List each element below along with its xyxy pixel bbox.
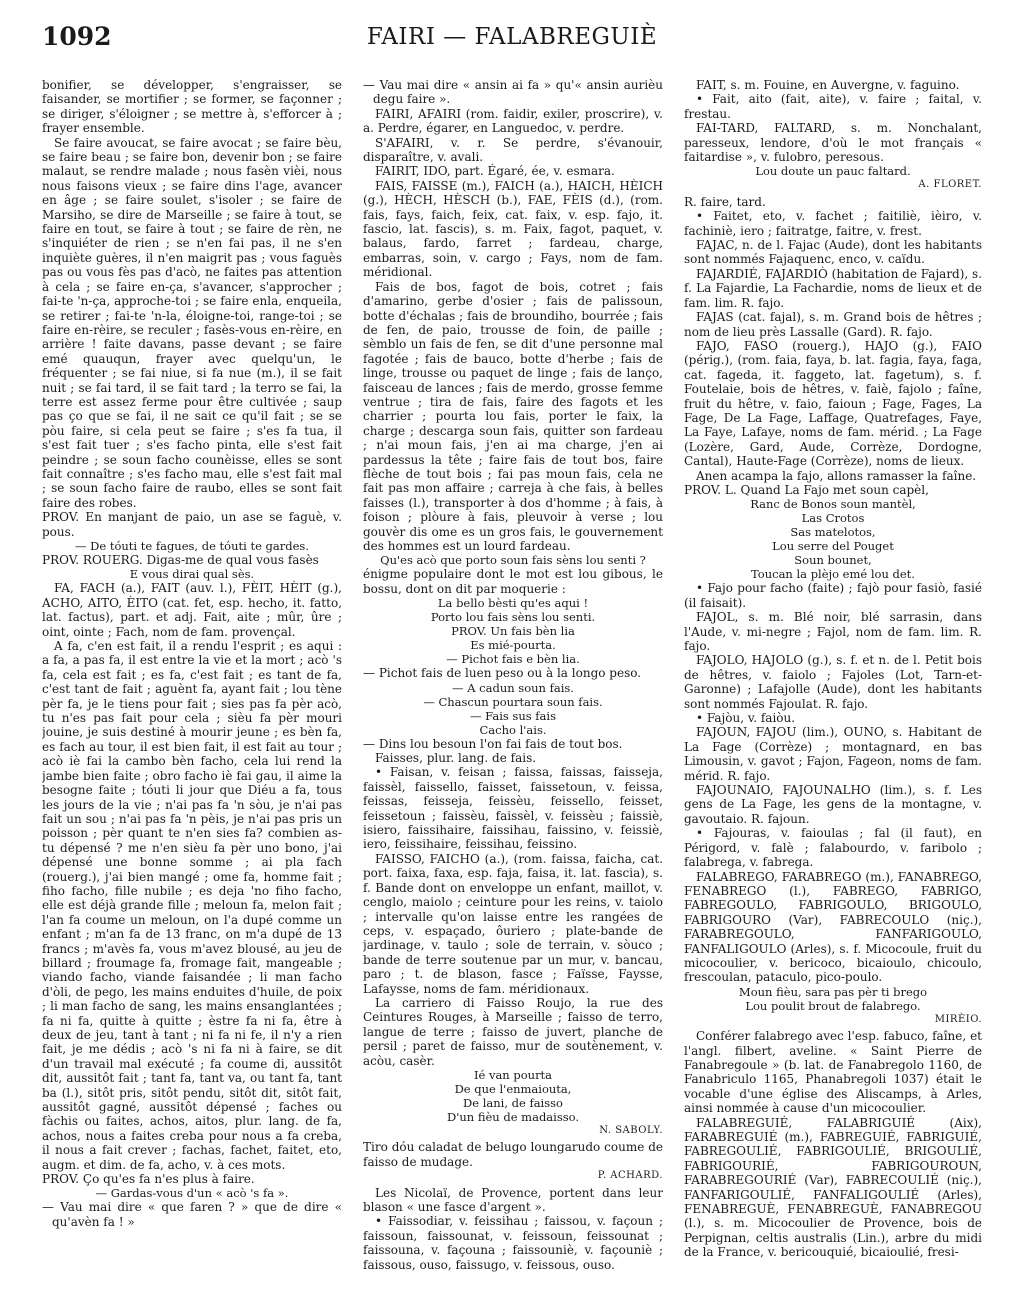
paragraph: • Fajouras, v. faioulas ; fal (il faut), en Périgord, v. falè ; falabourdo, v. faribolo ; falabrega, v. fabrega.	[684, 826, 982, 870]
paragraph: De lani, de faisso	[463, 1095, 563, 1110]
paragraph: — Dins lou besoun l'on fai fais de tout bos.	[363, 736, 623, 751]
paragraph: PROV. Un fais bèn lia	[451, 624, 575, 639]
paragraph: PROV. ROUERG. Digas-me de qual vous fasès	[42, 553, 319, 567]
paragraph: • Fajo pour facho (faite) ; fajò pour fasiò, fasié (il faisait).	[684, 581, 982, 610]
paragraph: A. FLORET.	[918, 179, 982, 191]
paragraph: FAIS, FAISSE (m.), FAICH (a.), HAICH, HÈICH (g.), HÈCH, HÈSCH (b.), FAE, FÈIS (d.), (rom. fais, fays, faich, feix, cat. faix, v. esp. fajo, it. fascio, lat. fascis), s. m. Faix, fagot, paquet, v. balaus, fardo, farret ; fardeau, charge, embarras, soin, v. cargo ; Fays, nom de fam. méridional.	[363, 178, 663, 280]
text-column-3	[684, 78, 982, 1288]
paragraph: — Chascun pourtara soun fais.	[423, 694, 603, 709]
paragraph: FAJAS (cat. fajal), s. m. Grand bois de hêtres ; nom de lieu près Lassalle (Gard). R. fajo.	[684, 310, 982, 339]
paragraph: MIRÈIO.	[934, 1013, 982, 1025]
paragraph: — Gardas-vous d'un « acò 's fa ».	[95, 1186, 289, 1201]
paragraph: Fais de bos, fagot de bois, cotret ; fais d'amarino, gerbe d'osier ; fais de palissoun, botte d'échalas ; fais de broundiho, bourrée ; fais de fen, de paio, trousse de foin, de paille ; sèmblo un fais de fen, se dit d'une personne mal fagotée ; fais de bauco, botte d'herbe ; fais de linge, trousse ou paquet de linge ; fais de lanço, faisceau de lances ; fais de merdo, grosse femme ventrue ; tira de fais, faire des fagots et les charrier ; pourta lou fais, porter le faix, la charge ; descarga soun fais, quitter son fardeau ; n'ai moun fais, j'en ai ma charge, j'en ai pardessus la tête ; faire fais de tout bos, faire flèche de tout bois ; fai pas moun fais, cela ne fait pas mon affaire ; carreja à che fais, à belles faisses (l.), transporter à dos d'homme ; à fais, à foison ; plòure à fais, pleuvoir à verse ; lou gouvèr dis ome es un gros fais, le gouvernement des hommes est un lourd fardeau.	[363, 279, 663, 553]
paragraph: — Pichot fais e bèn lia.	[446, 652, 580, 667]
paragraph: FAISSO, FAICHO (a.), (rom. faissa, faicha, cat. port. faixa, faxa, esp. faja, faisa, it. lat. fascia), s. f. Bande dont on enveloppe un enfant, maillot, v. cenglo, maiolo ; ceinture pour les reins, v. taiolo ; intervalle qu'on laisse entre les rangées de ceps, v. espaçado, ôuriero ; plate-bande de jardinage, v. taulo ; sole de terrain, v. sòuco ; bande de terre soutenue par un mur, v. bancau, paro ; t. de blason, fasce ; Faïsse, Faysse, Lafaysse, noms de fam. méridionaux.	[363, 851, 663, 996]
paragraph: Es mié-pourta.	[470, 638, 556, 653]
paragraph: — Pichot fais de luen peso ou à la longo peso.	[363, 666, 642, 681]
paragraph: Moun fièu, sara pas pèr ti brego	[738, 984, 928, 999]
paragraph: FAJOUN, FAJOU (lim.), OUNO, s. Habitant de La Fage (Corrèze) ; montagnard, en bas Limousin, v. gavot ; Fajon, Fageon, noms de fam. mérid. R. fajo.	[684, 725, 982, 783]
paragraph: FALABREGUIÉ, FALABRIGUIÉ (Aix), FARABREGUIÉ (m.), FABREGUIÉ, FABRIGUIÉ, FABREGOULIÉ, FABRIGOULIÉ, BRIGOULIÉ, FABRIGOURIÉ, FABRIGOUROUN, FARABREGOURIÉ (Var), FABRECOULIÉ (niç.), FANFARIGOULIÉ, FANFALIGOULIÉ (Arles), FENABREGUÈ, FENABREGUÈ, FANABREGOU (l.), s. m. Micocoulier de Provence, bois de Perpignan, celtis australis (Lin.), arbre du midi de la France, v. bericouquié, bicaioulié, fresi-	[684, 1115, 982, 1260]
paragraph: Lou poulit brout de falabrego.	[745, 998, 921, 1013]
paragraph: S'AFAIRI, v. r. Se perdre, s'évanouir, disparaître, v. avali.	[363, 135, 663, 165]
paragraph: Anen acampa la fajo, allons ramasser la faîne.	[696, 468, 977, 483]
paragraph: FAIT, s. m. Fouine, en Auvergne, v. faguino.	[696, 78, 960, 92]
paragraph: énigme populaire dont le mot est lou gibous, le bossu, dont on dit par moquerie :	[363, 567, 663, 596]
paragraph: N. SABOLY.	[599, 1124, 663, 1136]
paragraph: Qu'es acò que porto soun fais sèns lou senti ?	[380, 553, 646, 568]
paragraph: • Fait, aito (fait, aite), v. faire ; faital, v. frestau.	[684, 92, 982, 121]
paragraph: PROV. En manjant de paio, un ase se faguè, v. pous.	[42, 510, 342, 539]
paragraph: Ranc de Bonos soun mantèl,	[750, 497, 916, 512]
paragraph: P. ACHARD.	[597, 1170, 663, 1182]
paragraph: — A cadun soun fais.	[452, 680, 574, 695]
paragraph: FAJOL, s. m. Blé noir, blé sarrasin, dans l'Aude, v. mi-negre ; Fajol, nom de fam. lim. R. fajo.	[684, 610, 982, 653]
paragraph: bonifier, se développer, s'engraisser, se faisander, se mortifier ; se former, se façonner ; se diriger, s'éloigner ; se mettre à, s'efforcer à ; frayer ensemble.	[42, 78, 342, 136]
paragraph: • Faitet, eto, v. fachet ; faitiliè, ièiro, v. fachiniè, iero ; faitratge, faitre, v. frest.	[684, 209, 982, 238]
paragraph: Conférer falabrego avec l'esp. fabuco, faîne, et l'angl. filbert, aveline. « Saint Pierre de Fanabregoule » (b. lat. de Fanabregolo 1160, de Fanabriculo 1165, Phanabregoli 1037) était le vocable d'une église des Aliscamps, à Arles, ainsi nommée à cause d'un micocoulier.	[684, 1029, 982, 1116]
paragraph: La carriero di Faisso Roujo, la rue des Ceintures Rouges, à Marseille ; faisso de terro, langue de terre ; faisso de juvert, planche de persil ; paret de faisso, mur de soutènement, v. acòu, casèr.	[363, 995, 663, 1068]
text-column-1	[42, 78, 342, 1288]
paragraph: — Vau mai dire « ansin ai fa » qu'« ansin aurièu degu faire ».	[363, 78, 663, 107]
paragraph: D'un fièu de madaisso.	[446, 1109, 580, 1124]
paragraph: FAJARDIÉ, FAJARDIÒ (habitation de Fajard), s. f. La Fajardie, La Fachardie, noms de lieux et de fam. lim. R. fajo.	[684, 266, 982, 310]
paragraph: FAIRI, AFAIRI (rom. faidir, exiler, proscrire), v. a. Perdre, égarer, en Languedoc, v. perdre.	[363, 106, 663, 136]
paragraph: — Vau mai dire « que faren ? » que de dire « qu'avèn fa ! »	[42, 1200, 342, 1229]
paragraph: FAJOLO, HAJOLO (g.), s. f. et n. de l. Petit bois de hêtres, v. faiolo ; Fajoles (Lot, Tarn-et-Garonne) ; Lafajolle (Aude), dont les habitants sont nommés Fajoulat. R. fajo.	[684, 653, 982, 711]
paragraph: FAJO, FASO (rouerg.), HAJO (g.), FAIO (périg.), (rom. faia, faya, b. lat. fagia, faya, faga, cat. fageda, it. faggeto, lat. fagetum), s. f. Foutelaie, bois de hêtres, v. faiè, fajolo ; faîne, fruit du hêtre, v. faio, faioun ; Fage, Fages, La Fage, De La Fage, Laffage, Quatrefages, Faye, La Faye, Lafaye, noms de fam. mérid. ; La Fage (Lozère, Gard, Aude, Corrèze, Dordogne, Cantal), Haute-Fage (Corrèze), noms de lieux.	[684, 338, 982, 469]
paragraph: R. faire, tard.	[684, 194, 766, 209]
paragraph: • Fajòu, v. faiòu.	[696, 711, 796, 726]
paragraph: • Faissodiar, v. feissihau ; faissou, v. façoun ; faissoun, faissounat, v. feissoun, feissounat ; faissouna, v. façouna ; faissouniè, v. façouniè ; faissous, ouso, faissugo, v. feissous, ouso.	[363, 1214, 663, 1272]
paragraph: PROV. L. Quand La Fajo met soun capèl,	[684, 482, 929, 497]
paragraph: — De tóuti te fagues, de tóuti te gardes.	[75, 539, 309, 553]
page-title: FAIRI — FALABREGUIÈ	[366, 24, 658, 50]
paragraph: La bello bèsti qu'es aqui !	[437, 596, 589, 611]
paragraph: De que l'enmaiouta,	[454, 1081, 572, 1096]
paragraph: Lou doute un pauc faltard.	[755, 164, 911, 179]
page-header	[42, 22, 982, 62]
paragraph: Les Nicolaï, de Provence, portent dans leur blason « une fasce d'argent ».	[363, 1185, 663, 1214]
paragraph: Soun bounet,	[794, 553, 872, 568]
paragraph: Las Crotos	[801, 511, 865, 526]
paragraph: Faisses, plur. lang. de fais.	[375, 751, 537, 766]
paragraph: Toucan la plèjo emé lou det.	[751, 567, 915, 582]
paragraph: Tiro dóu caladat de belugo loungarudo coume de faisso de mudage.	[363, 1140, 663, 1169]
paragraph: FAJAC, n. de l. Fajac (Aude), dont les habitants sont nommés Fajaquenc, enco, v. caïdu.	[684, 238, 982, 267]
paragraph: FAIRIT, IDO, part. Égaré, ée, v. esmara.	[375, 164, 615, 179]
paragraph: Cacho l'ais.	[479, 722, 547, 737]
paragraph: Sas matelotos,	[790, 525, 876, 540]
paragraph: Lou serre del Pouget	[772, 539, 894, 554]
paragraph: E vous dirai qual sès.	[129, 567, 255, 582]
page-number: 1092	[42, 22, 112, 51]
paragraph: Porto lou fais sèns lou senti.	[430, 610, 596, 625]
paragraph: FALABREGO, FARABREGO (m.), FANABREGO, FENABREGO (l.), FABREGO, FABRIGO, FABREGOULO, FABRIGOULO, BRIGOULO, FABRIGOURO (Var), FABRECOULO (niç.), FARABREGOULO, FANFARIGOULO, FANFALIGOULO (Arles), s. f. Micocoule, fruit du micocoulier, v. bericoco, bicaioulo, chicoulo, frescoulan, pataculo, pico-poulo.	[684, 869, 982, 985]
paragraph: A fa, c'en est fait, il a rendu l'esprit ; es aqui : a fa, a pas fa, il est entre la vie et la mort ; acò 's fa, cela est fait ; es fa, c'est fait ; es tant de fa, c'est tant de fait ; aguènt fa, ayant fait ; lou tène pèr fa, je le tiens pour fait ; sies pas fa pèr acò, tu n'es pas fait pour cela ; sièu fa pèr mouri jouine, je suis destiné à mourir jeune ; es bèn fa, es fach au tour, il est bien fait, il est fait au tour ; acò iè fai la cambo bèn facho, cela lui rend la jambe bien faite ; obro facho iè fai gau, il aime la besogne faite ; tóuti li jour que Diéu a fa, tous les jours de la vie ; n'ai pas fa 'n sòu, je n'ai pas fait un sou ; n'ai pas fa 'n pèis, je n'ai pas pris un poisson ; pèr quant te n'en sies fa? combien as-tu dépensé ? me n'en sièu fa pèr uno bono, j'ai dépensé une bonne somme ; ai pla fach (rouerg.), j'ai bien mangé ; ome fa, homme fait ; fiho facho, fille nubile ; es deja 'no fiho facho, elle est déjà grande fille ; meloun fa, melon fait ; l'an fa coume un meloun, on l'a dupé comme un enfant ; m'an fa de 13 franc, on m'a dupé de 13 francs ; m'avès fa, vous m'avez blousé, au jeu de billard ; froumage fa, fromage fait, mangeable ; viando facho, viande faisandée ; li man facho d'òli, de pego, les mains enduites d'huile, de poix ; li man facho de sang, les mains ensanglantées ; fa ni fa, quitte à quitte ; èstre fa ni fa, être à deux de jeu, tant à tant ; ni fa ni fe, il n'y a rien fait, je me dédis ; acò 's ni fa ni à faire, se dit d'un travail mal exécuté ; fa coume di, aussitôt dit, aussitôt fait ; tant fa, tant va, ou tant fa, tant ba (l.), sitôt pris, sitôt pendu, sitôt dit, sitôt fait, aussitôt gagné, aussitôt dépensé ; faches ou fàchis ou faites, achos, aitos, plur. lang. de fa, achos, nous a faites creba pour nous a fa creba, il nous a fait crever ; fachas, fachet, faitet, eto, augm. et dim. de fa, acho, v. à ces mots.	[42, 639, 342, 1172]
paragraph: FAI-TARD, FALTARD, s. m. Nonchalant, paresseux, lendore, d'où le mot français « faitardise », v. fulobro, peresous.	[684, 121, 982, 165]
paragraph: FAJOUNAIO, FAJOUNALHO (lim.), s. f. Les gens de La Fage, les gens de la montagne, v. gavoutaio. R. fajoun.	[684, 783, 982, 826]
paragraph: PROV. Ço qu'es fa n'es plus à faire.	[42, 1172, 255, 1187]
text-column-2	[363, 78, 663, 1288]
paragraph: FA, FACH (a.), FAIT (auv. l.), FÈIT, HÈIT (g.), ACHO, AITO, ÈITO (cat. fet, esp. hecho, it. fatto, lat. factus), part. et adj. Fait, aite ; mûr, ûre ; oint, ointe ; Fach, nom de fam. provençal.	[42, 581, 342, 639]
paragraph: Se faire avoucat, se faire avocat ; se faire bèu, se faire beau ; se faire bon, devenir bon ; se faire malaut, se rendre malade ; nous fasèn vièi, nous nous faisons vieux ; se faire dins l'age, avancer en âge ; se faire soulet, s'isoler ; se faire de Marsiho, se dire de Marseille ; se faire à tout, se faire en tout, se faire à tout ; se faire de rèn, ne s'inquiéter de rien ; se n'en fai pas, il ne s'en inquiète guères, il n'en maigrit pas ; vous faguès pas ou vous fès pas d'acò, ne faites pas attention à cela ; se faire en-ça, s'avancer, s'approcher ; fai-te 'n-ça, approche-toi ; se faire enla, enqueila, se retirer ; fai-te 'n-la, éloigne-toi, range-toi ; se faire en-rèire, se reculer ; fasès-vous en-rèire, en arrière ! faite davans, passe devant ; se faire emé quauqun, frayer avec quelqu'un, le fréquenter ; se fai niue, si fa nue (m.), il se fait nuit ; se fai tard, il se fait tard ; la terro se fai, la terre est assez ferme pour être cultivée ; saup pas ço que se fai, il ne sait ce qu'il fait ; se se pòu faire, si cela peut se faire ; s'es fa tua, il s'est fait tuer ; s'es facho pinta, elle s'est fait peindre ; se soun facho counèisse, elles se sont fait connaître ; s'es facho mau, elle s'est fait mal ; se soun facho faire de raubo, elles se sont fait faire des robes.	[42, 135, 342, 510]
paragraph: • Faisan, v. feisan ; faissa, faissas, faisseja, faissèl, faissello, faisset, faissetoun, v. feissa, feissas, feisseja, feissèu, feissello, feisset, feissetoun ; faissèu, faissèl, v. feissèu ; faissiè, isiero, faissihaire, faissihau, faissino, v. feissiè, iero, feissihaire, feissihau, feissino.	[363, 765, 663, 852]
paragraph: — Fais sus fais	[469, 708, 556, 723]
paragraph: Ié van pourta	[473, 1067, 553, 1082]
